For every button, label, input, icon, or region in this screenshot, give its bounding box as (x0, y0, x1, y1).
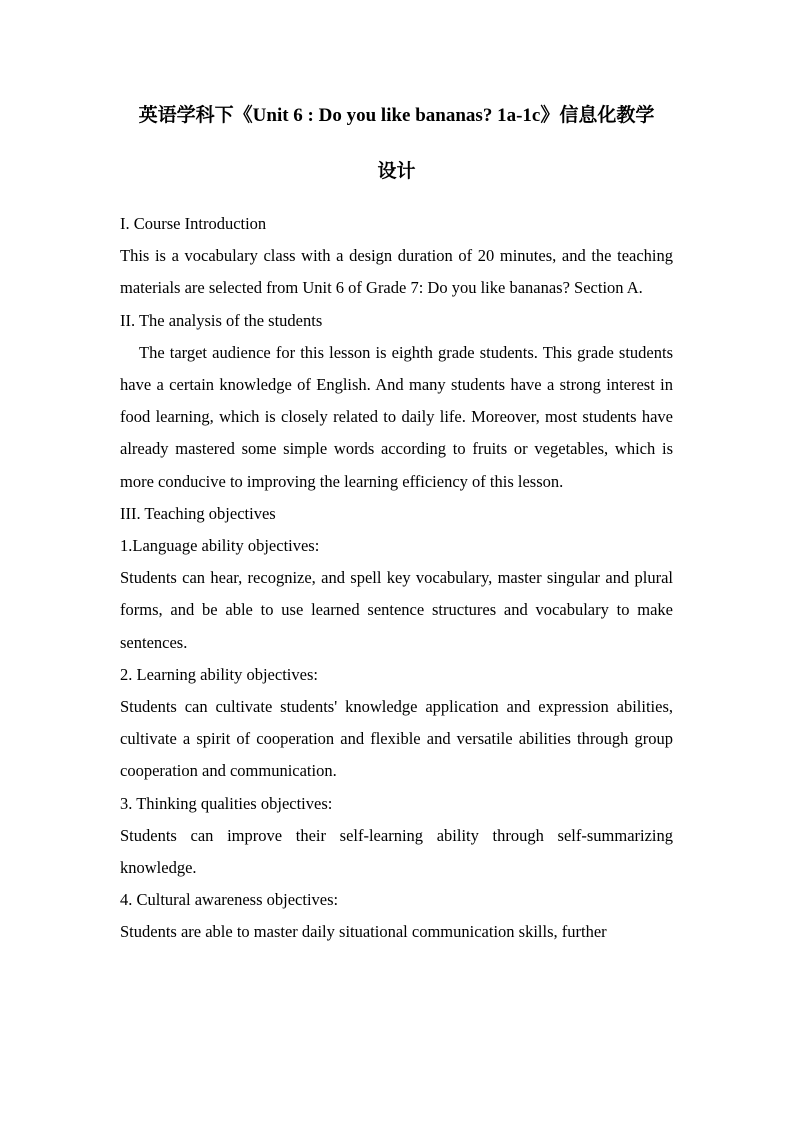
subheading-cultural-awareness: 4. Cultural awareness objectives: (120, 890, 339, 910)
paragraph-cultural-awareness: Students are able to master daily situational communication skills, further (120, 922, 607, 942)
section-heading-teaching-objectives: III. Teaching objectives (120, 503, 276, 523)
subheading-language-ability: 1.Language ability objectives: (120, 536, 320, 556)
document-body (120, 208, 673, 949)
paragraph-student-analysis: The target audience for this lesson is eighth grade students. This grade students have a certain knowledge of English. And many students have a strong interest in food learning, which is closely related to daily life. Moreover, most students have already mastered some simple words according to fruits or vegetables, which is more conducive to improving the learning efficiency of this lesson. (120, 342, 673, 491)
section-heading-course-introduction: I. Course Introduction (120, 214, 267, 233)
paragraph-learning-ability: Students can cultivate students' knowledge application and expression abilities, cultivate a spirit of cooperation and flexible and versatile abilities through group cooperation and communication. (120, 697, 673, 781)
subheading-learning-ability: 2. Learning ability objectives: (120, 664, 318, 684)
document-title-line-1: 英语学科下《Unit 6 : Do you like bananas? 1a-1c》信息化教学 (138, 105, 655, 126)
paragraph-language-ability: Students can hear, recognize, and spell key vocabulary, master singular and plural forms, and be able to use learned sentence structures and vocabulary to make sentences. (120, 568, 673, 652)
paragraph-thinking-qualities: Students can improve their self-learning ability through self-summarizing knowledge. (120, 825, 673, 878)
section-heading-student-analysis: II. The analysis of the students (120, 310, 323, 330)
paragraph-course-introduction: This is a vocabulary class with a design duration of 20 minutes, and the teaching materials are selected from Unit 6 of Grade 7: Do you like bananas? Section A. (120, 246, 673, 298)
document-title-line-2: 设计 (377, 161, 416, 182)
subheading-thinking-qualities: 3. Thinking qualities objectives: (120, 793, 333, 813)
